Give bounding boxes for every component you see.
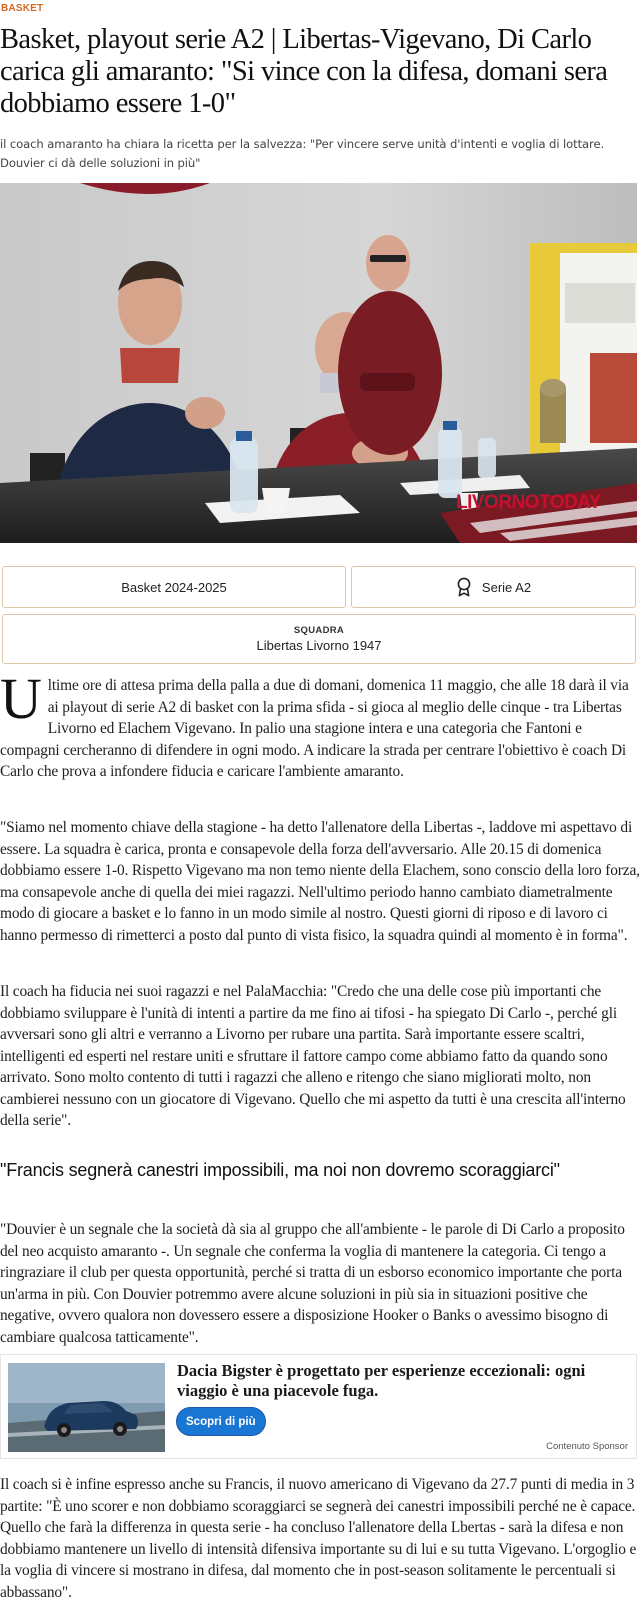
tag-team-heading: SQUADRA	[293, 625, 345, 636]
ad-title[interactable]: Dacia Bigster è progettato per esperienze eccezionali: ogni viaggio è una piacevole fuga.	[177, 1361, 586, 1400]
tag-topic-label: Basket 2024-2025	[121, 579, 227, 595]
car-photo	[8, 1363, 165, 1452]
body-paragraph-1-text: ltime ore di attesa prima della palla a due di domani, domenica 11 maggio, che alle 18 darà il via ai playout di serie A2 di basket con la prima sfida - si gioca al meglio delle cinque - tra Libertas Livorno ed Elachem Vigevano. In palio una stagione intera e una categoria che Fantoni e compagni cercheranno di difendere in ogni modo. A indicare la strada per centrare l'obiettivo è coach Di Carlo che prova a infondere fiducia e caricare l'ambiente amaranto.	[0, 677, 629, 780]
body-paragraph-1	[0, 666, 640, 783]
category-label[interactable]: BASKET	[1, 3, 44, 14]
body-paragraph-4: "Douvier è un segnale che la società dà sia al gruppo che all'ambiente - le parole di Di Carlo a proposito del neo acquisto amaranto -. Un segnale che conferma la voglia di mantenere la categoria. Ci tengo a ringraziare il club per questa opportunità, perché si tratta di un esborso economico importante che porta un'arma in più. Con Douvier potremmo avere alcune soluzioni in più sia in situazioni positive che negative, ovvero qualora non dovessero essere a disposizione Hooker o Banks o avessimo bisogno di cambiare qualcosa tatticamente".	[0, 1221, 625, 1346]
award-ribbon-icon	[456, 577, 472, 597]
article-headline: Basket, playout serie A2 | Libertas-Vigevano, Di Carlo carica gli amaranto: "Si vince con la difesa, domani sera dobbiamo essere 1-0"	[0, 24, 608, 119]
body-paragraph-3: Il coach ha fiducia nei suoi ragazzi e nel PalaMacchia: "Credo che una delle cose più importanti che dobbiamo sviluppare è l'unità di intenti a partire da me fino ai tifosi - ha spiegato Di Carlo -, perché gli avversari sono gli altri e verranno a Livorno per rubare una partita. Sarà importante essere scaltri, intelligenti ed esperti nel restare uniti e sfruttare il fattore campo come abbiamo fatto da quando sono arrivato. Sono molto contento di tutti i ragazzi che alleno e ritengo che siano migliorati molto, non cambierei nessuno con un giocatore di Vigevano. Quello che mi aspetto da tutti è una crescita all'interno della serie".	[0, 983, 626, 1129]
ad-sponsor-label: Contenuto Sponsor	[546, 1441, 628, 1452]
tag-league[interactable]	[351, 566, 636, 608]
sponsored-ad[interactable]	[0, 1354, 637, 1459]
ad-cta-button[interactable]: Scopri di più	[176, 1407, 266, 1436]
tag-team-name: Libertas Livorno 1947	[256, 638, 382, 653]
hero-photo	[0, 183, 637, 543]
ad-car-image[interactable]	[8, 1363, 165, 1452]
tag-league-label: Serie A2	[481, 579, 532, 595]
press-conference-image	[0, 183, 637, 543]
drop-cap: U	[0, 666, 42, 731]
article-standfirst: il coach amaranto ha chiara la ricetta per la salvezza: "Per vincere serve unità d'intenti e voglia di lottare. Douvier ci dà delle soluzioni in più"	[0, 137, 605, 170]
section-subheading: "Francis segnerà canestri impossibili, ma noi non dovremo scoraggiarci"	[0, 1160, 560, 1180]
watermark-brand: LIVORNOTODAY	[456, 492, 601, 513]
body-paragraph-5: Il coach si è infine espresso anche su Francis, il nuovo americano di Vigevano da 27.7 punti di media in 3 partite: "È uno scorer e non dobbiamo scoraggiarci se segnerà dei canestri impossibili perché ne è capace. Quello che farà la differenza in questa serie - ha concluso l'allenatore della Lbertas - sarà la difesa e non dobbiamo mantenere un livello di intensità difensiva importante su di lui e su tutta Vigevano. L'orgoglio e la voglia di vincere si mostrano in difesa, dal momento che in post-season solitamente le percentuali si abbassano".	[0, 1476, 637, 1601]
body-paragraph-2: "Siamo nel momento chiave della stagione - ha detto l'allenatore della Libertas -, laddove mi aspettavo di essere. La squadra è carica, pronta e consapevole della forza dell'avversario. Alle 20.15 di domenica dobbiamo essere 1-0. Rispetto Vigevano ma non temo niente della Elachem, sono conscio della loro forza, ma consapevole anche di quella dei miei ragazzi. Nell'ultimo periodo hanno cambiato diametralmente modo di giocare a basket e lo fanno in un modo simile al nostro. Questi giorni di riposo e di lavoro ci hanno permesso di rimetterci a posto dal punto di vista fisico, la squadra quindi al momento è in forma".	[0, 819, 640, 944]
tag-team[interactable]	[2, 614, 636, 664]
tag-topic[interactable]	[2, 566, 346, 608]
